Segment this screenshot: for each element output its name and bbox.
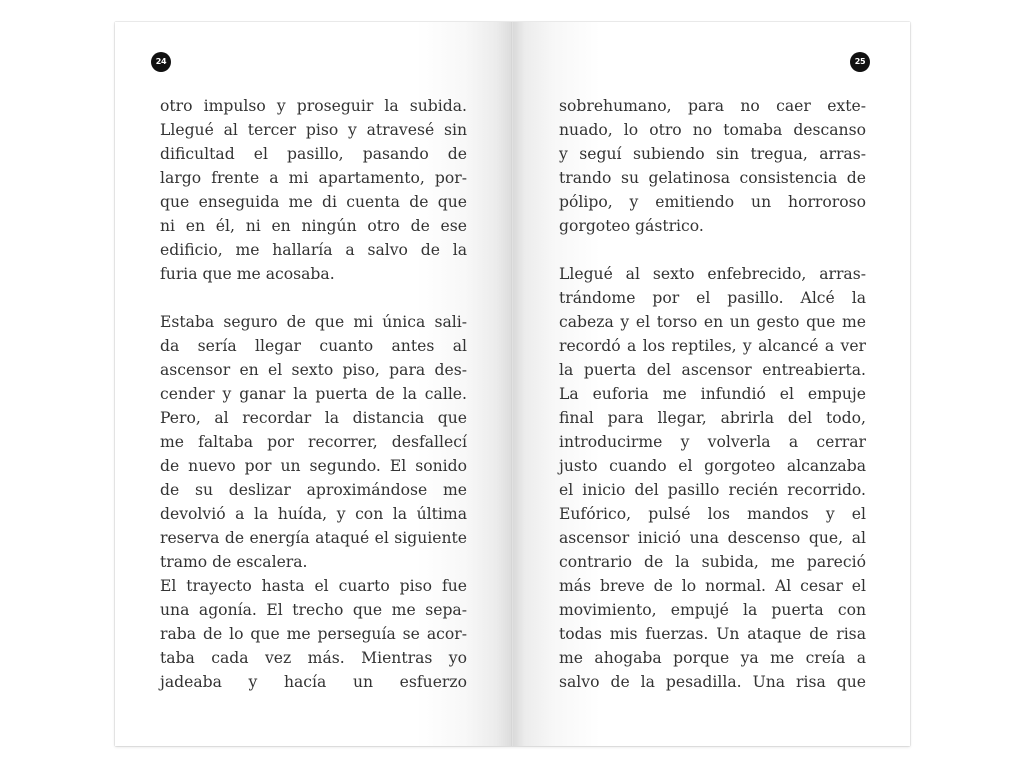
text-line: introducirme y volverla a cerrar bbox=[559, 433, 866, 451]
text-line: tramo de escalera. bbox=[160, 553, 308, 571]
right-page-text bbox=[559, 94, 866, 694]
text-line: Estaba seguro de que mi única sali- bbox=[160, 313, 467, 331]
text-line: trándome por el pasillo. Alcé la bbox=[559, 289, 866, 307]
text-line: devolvió a la huída, y con la última bbox=[160, 505, 467, 523]
text-line: y seguí subiendo sin tregua, arras- bbox=[559, 145, 866, 163]
text-line: contrario de la subida, me pareció bbox=[559, 553, 866, 571]
text-line: Eufórico, pulsé los mandos y el bbox=[559, 505, 866, 523]
left-page bbox=[115, 22, 512, 746]
text-line: ni en él, ni en ningún otro de ese bbox=[160, 217, 467, 235]
text-line: Llegué al sexto enfebrecido, arras- bbox=[559, 265, 866, 283]
text-line: taba cada vez más. Mientras yo bbox=[160, 649, 467, 667]
text-line: raba de lo que me perseguía se acor- bbox=[160, 625, 467, 643]
text-line: movimiento, empujé la puerta con bbox=[559, 601, 866, 619]
text-line: cabeza y el torso en un gesto que me bbox=[559, 313, 866, 331]
text-line: jadeaba y hacía un esfuerzo bbox=[160, 673, 467, 691]
paragraph bbox=[160, 310, 467, 574]
paragraph-gap bbox=[160, 286, 467, 310]
text-line: que enseguida me di cuenta de que bbox=[160, 193, 467, 211]
paragraph bbox=[160, 574, 467, 694]
text-line: una agonía. El trecho que me sepa- bbox=[160, 601, 467, 619]
text-line: me ahogaba porque ya me creía a bbox=[559, 649, 866, 667]
text-line: Llegué al tercer piso y atravesé sin bbox=[160, 121, 467, 139]
text-line: ascensor inició una descenso que, al bbox=[559, 529, 866, 547]
text-line: edificio, me hallaría a salvo de la bbox=[160, 241, 467, 259]
text-line: otro impulso y proseguir la subida. bbox=[160, 97, 467, 115]
text-line: me faltaba por recorrer, desfallecí bbox=[160, 433, 467, 451]
paragraph-gap bbox=[559, 238, 866, 262]
text-line: de nuevo por un segundo. El sonido bbox=[160, 457, 467, 475]
text-line: El trayecto hasta el cuarto piso fue bbox=[160, 577, 467, 595]
text-line: ascensor en el sexto piso, para des- bbox=[160, 361, 467, 379]
text-line: dificultad el pasillo, pasando de bbox=[160, 145, 467, 163]
text-line: Pero, al recordar la distancia que bbox=[160, 409, 467, 427]
right-page bbox=[513, 22, 910, 746]
text-line: sobrehumano, para no caer exte- bbox=[559, 97, 866, 115]
text-line: recordó a los reptiles, y alcancé a ver bbox=[559, 337, 866, 355]
text-line: trando su gelatinosa consistencia de bbox=[559, 169, 866, 187]
page-number-badge: 24 bbox=[151, 52, 171, 72]
page-number-badge: 25 bbox=[850, 52, 870, 72]
text-line: reserva de energía ataqué el siguiente bbox=[160, 529, 467, 547]
text-line: más breve de lo normal. Al cesar el bbox=[559, 577, 866, 595]
text-line: de su deslizar aproximándose me bbox=[160, 481, 467, 499]
text-line: da sería llegar cuanto antes al bbox=[160, 337, 467, 355]
paragraph bbox=[559, 94, 866, 238]
text-line: justo cuando el gorgoteo alcanzaba bbox=[559, 457, 866, 475]
text-line: gorgoteo gástrico. bbox=[559, 217, 704, 235]
text-line: la puerta del ascensor entreabierta. bbox=[559, 361, 866, 379]
text-line: pólipo, y emitiendo un horroroso bbox=[559, 193, 866, 211]
text-line: final para llegar, abrirla del todo, bbox=[559, 409, 866, 427]
text-line: largo frente a mi apartamento, por- bbox=[160, 169, 467, 187]
paragraph bbox=[559, 262, 866, 694]
text-line: cender y ganar la puerta de la calle. bbox=[160, 385, 467, 403]
text-line: todas mis fuerzas. Un ataque de risa bbox=[559, 625, 866, 643]
text-line: nuado, lo otro no tomaba descanso bbox=[559, 121, 866, 139]
text-line: salvo de la pesadilla. Una risa que bbox=[559, 673, 866, 691]
paragraph bbox=[160, 94, 467, 286]
text-line: el inicio del pasillo recién recorrido. bbox=[559, 481, 866, 499]
text-line: La euforia me infundió el empuje bbox=[559, 385, 866, 403]
left-page-text bbox=[160, 94, 467, 694]
book-spread bbox=[115, 22, 910, 746]
text-line: furia que me acosaba. bbox=[160, 265, 335, 283]
